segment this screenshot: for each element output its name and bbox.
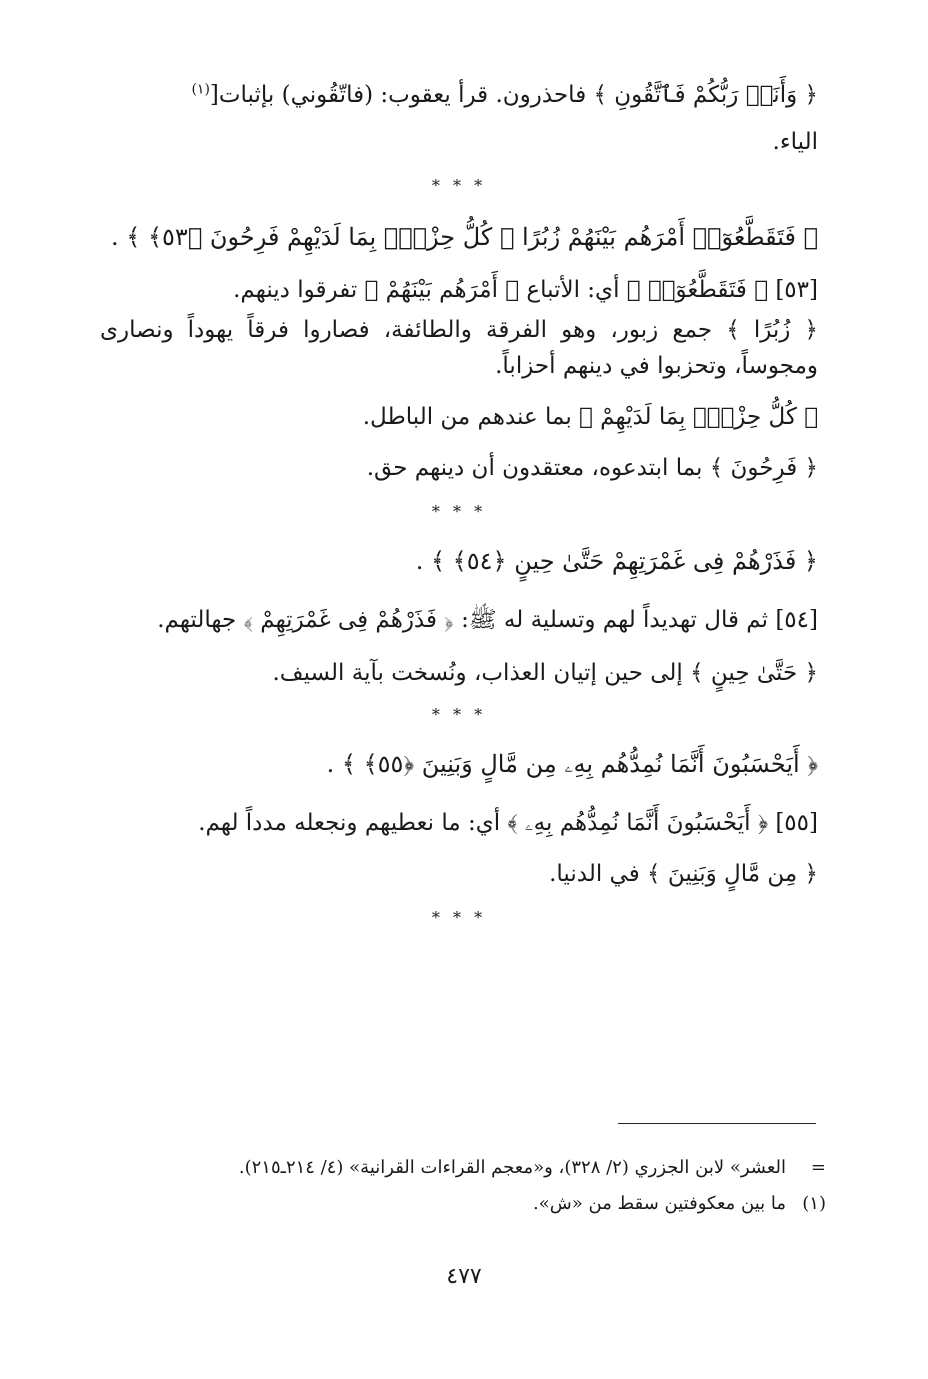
footnote-ref: (١) <box>191 81 210 98</box>
paragraph-qiraat-end: الياء. <box>772 129 818 155</box>
tafsir-54-a: [٥٤] ثم قال تهديداً لهم وتسلية له ﷺ: ﴿ فَذَرْهُمْ فِى غَمْرَتِهِمْ ﴾ جهالتهم. <box>157 607 818 633</box>
footnote-divider <box>618 1123 816 1124</box>
section-separator: * * * <box>431 705 487 724</box>
qiraat-text: ﴿ وَأَنَا۠ رَبُّكُمْ فَٱتَّقُونِ ﴾ فاحذرون. قرأ يعقوب: (فاتّقُوني) بإثبات[ <box>209 82 818 108</box>
tafsir-53-a: [٥٣] ﴿ فَتَقَطَّعُوٓا۟ ﴾ أي: الأتباع ﴿ أَمْرَهُم بَيْنَهُمْ ﴾ تفرقوا دينهم. <box>233 277 818 303</box>
section-separator: * * * <box>431 502 487 521</box>
footnote-text: ما بين معكوفتين سقط من «ش». <box>533 1193 786 1214</box>
tafsir-55-b: ﴿ مِن مَّالٍ وَبَنِينَ ﴾ في الدنيا. <box>549 861 818 887</box>
footnote-mark: = <box>810 1157 826 1178</box>
section-separator: * * * <box>431 908 487 927</box>
verse-54: ﴿ فَذَرْهُمْ فِى غَمْرَتِهِمْ حَتَّىٰ حِينٍ ﴿٥٤﴾ ﴾ . <box>415 547 818 575</box>
footnote-text: العشر» لابن الجزري (٢/ ٣٢٨)، و«معجم القراءات القرانية» (٤/ ٢١٤ـ٢١٥). <box>238 1157 786 1178</box>
footnotes <box>100 1150 826 1222</box>
section-separator: * * * <box>431 176 487 195</box>
footnote-continued <box>100 1150 826 1186</box>
main-text <box>100 78 818 928</box>
tafsir-53-d: ﴿ فَرِحُونَ ﴾ بما ابتدعوه، معتقدون أن دينهم حق. <box>366 455 818 481</box>
footnote-1 <box>100 1186 826 1222</box>
tafsir-55-a: [٥٥] ﴿ أَيَحْسَبُونَ أَنَّمَا نُمِدُّهُم بِهِۦ ﴾ أي: ما نعطيهم ونجعله مدداً لهم. <box>198 810 818 836</box>
page-number: ٤٧٧ <box>446 1264 482 1289</box>
tafsir-53-b: ﴿ زُبُرًا ﴾ جمع زبور، وهو الفرقة والطائفة، فصاروا فرقاً يهوداً ونصارى ومجوساً، وتحزبوا في دينهم أحزاباً. <box>100 317 818 379</box>
paragraph-qiraat <box>100 78 818 113</box>
tafsir-53-c: ﴿ كُلُّ حِزْبٍۭ بِمَا لَدَيْهِمْ ﴾ بما عندهم من الباطل. <box>362 404 818 430</box>
verse-53: ﴿ فَتَقَطَّعُوٓا۟ أَمْرَهُم بَيْنَهُمْ زُبُرًا ۖ كُلُّ حِزْبٍۭ بِمَا لَدَيْهِمْ فَرِحُونَ ﴿٥٣﴾ ﴾ . <box>111 223 818 251</box>
tafsir-54-b: ﴿ حَتَّىٰ حِينٍ ﴾ إلى حين إتيان العذاب، ونُسخت بآية السيف. <box>272 660 818 686</box>
verse-55: ﴿ أَيَحْسَبُونَ أَنَّمَا نُمِدُّهُم بِهِۦ مِن مَّالٍ وَبَنِينَ ﴿٥٥﴾ ﴾ . <box>326 750 818 778</box>
footnote-mark: (١) <box>802 1193 826 1214</box>
